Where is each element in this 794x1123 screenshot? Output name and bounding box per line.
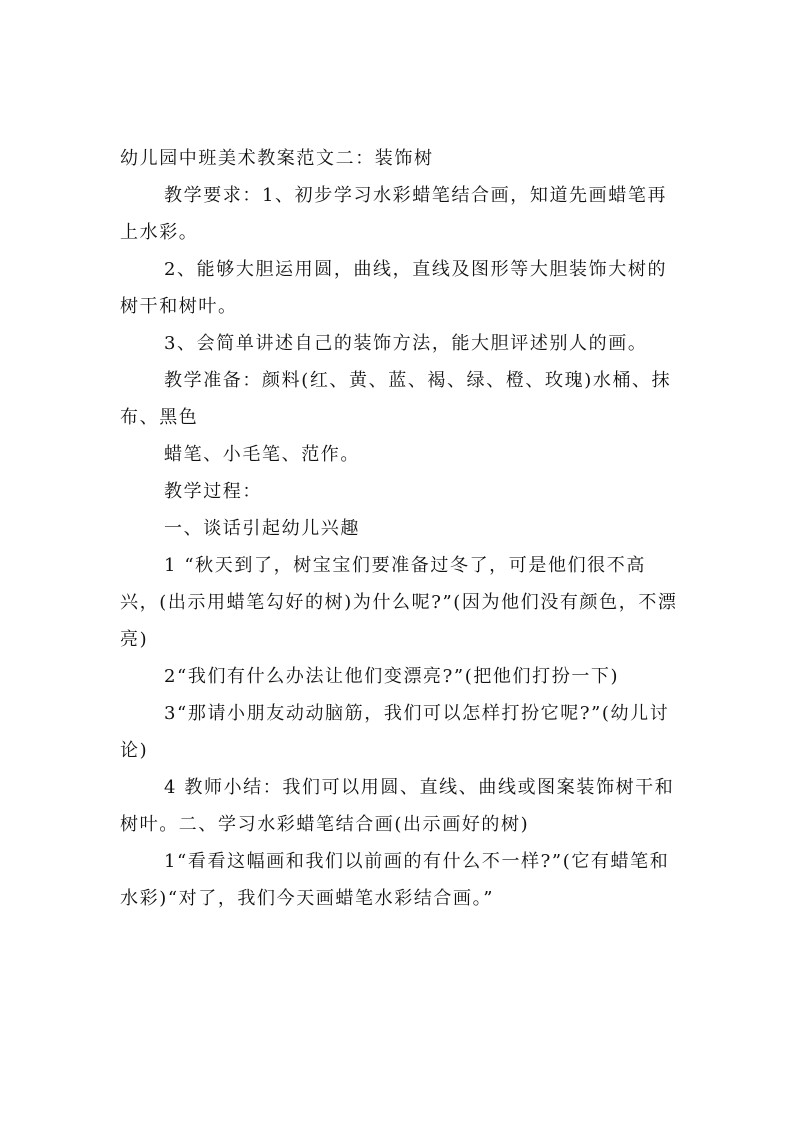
paragraph-teaching-preparation: 教学准备：颜料(红、黄、蓝、褐、绿、橙、玫瑰)水桶、抹布、黑色 bbox=[120, 370, 672, 428]
paragraph-requirement-2: 2、能够大胆运用圆，曲线，直线及图形等大胆装饰大树的树干和树叶。 bbox=[120, 259, 668, 317]
document-title: 幼儿园中班美术教案范文二：装饰树 bbox=[120, 148, 434, 169]
paragraph-step-2: 2“我们有什么办法让他们变漂亮?”(把他们打扮一下) bbox=[164, 666, 620, 687]
paragraph-step-1: 1 “秋天到了，树宝宝们要准备过冬了，可是他们很不高兴，(出示用蜡笔勾好的树)为什么呢?”(因为他们没有颜色，不漂亮) bbox=[120, 555, 678, 650]
paragraph-step-3: 3“那请小朋友动动脑筋，我们可以怎样打扮它呢?”(幼儿讨论) bbox=[120, 703, 670, 761]
paragraph-teaching-requirements: 教学要求：1、初步学习水彩蜡笔结合画，知道先画蜡笔再上水彩。 bbox=[120, 185, 668, 243]
paragraph-step-4: 4 教师小结：我们可以用圆、直线、曲线或图案装饰树干和树叶。二、学习水彩蜡笔结合画(出示画好的树) bbox=[120, 777, 675, 835]
paragraph-teaching-process: 教学过程： bbox=[164, 481, 262, 502]
paragraph-preparation-continued: 蜡笔、小毛笔、范作。 bbox=[164, 444, 360, 465]
document-body bbox=[120, 140, 680, 917]
paragraph-requirement-3: 3、会简单讲述自己的装饰方法，能大胆评述别人的画。 bbox=[164, 333, 648, 354]
paragraph-section-1-heading: 一、谈话引起幼儿兴趣 bbox=[164, 518, 360, 539]
paragraph-section-2-step-1: 1“看看这幅画和我们以前画的有什么不一样?”(它有蜡笔和水彩)“对了，我们今天画蜡笔水彩结合画。” bbox=[120, 851, 670, 909]
